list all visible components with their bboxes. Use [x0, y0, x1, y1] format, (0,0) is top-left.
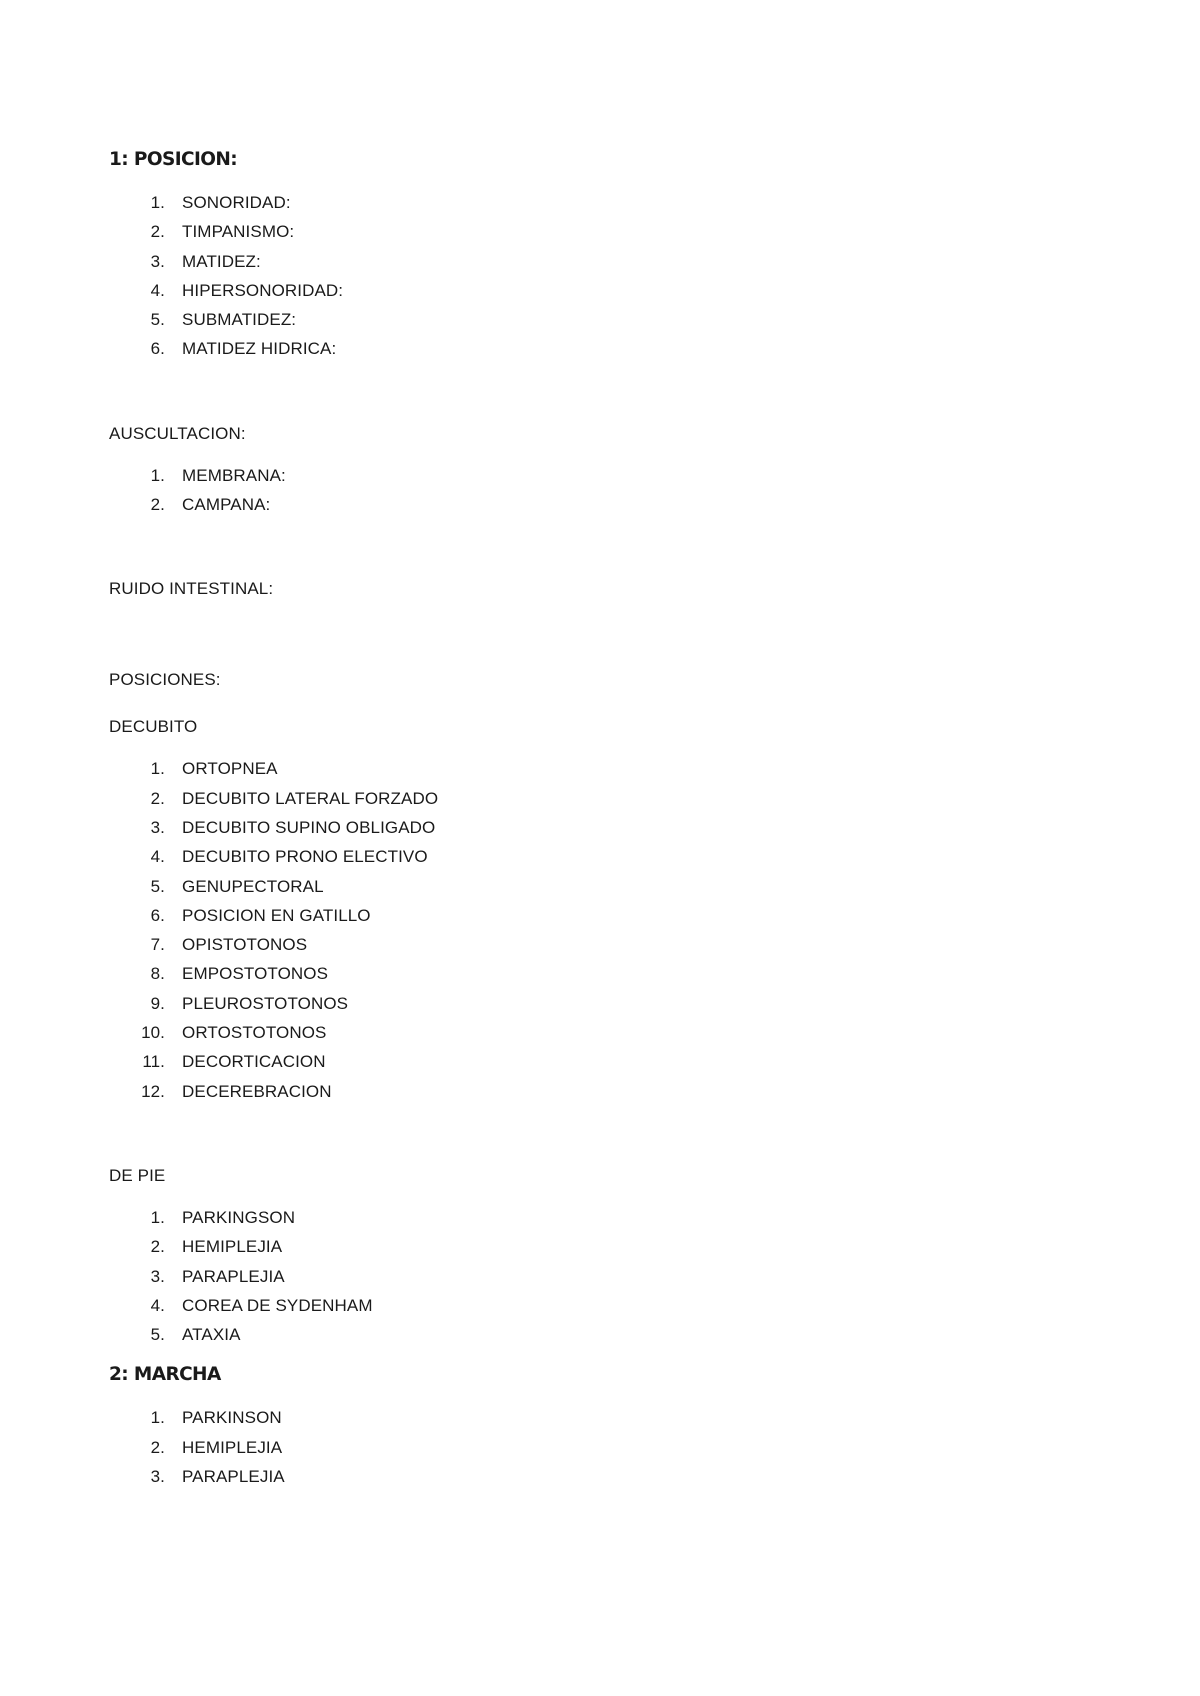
list-item: 3. PARAPLEJIA — [150, 1266, 285, 1286]
label-auscultacion: AUSCULTACION: — [109, 423, 246, 443]
list-item: 12. DECEREBRACION — [141, 1081, 332, 1101]
list-de-pie — [109, 1203, 1089, 1349]
list-item: 4. DECUBITO PRONO ELECTIVO — [150, 847, 428, 867]
label-ruido-intestinal: RUIDO INTESTINAL: — [109, 579, 274, 599]
list-item: 5. GENUPECTORAL — [150, 876, 324, 896]
list-item: 9. PLEUROSTOTONOS — [150, 993, 349, 1013]
list-item: 2. TIMPANISMO: — [150, 222, 295, 242]
document-body — [109, 148, 1089, 1491]
list-item: 1. PARKINGSON — [150, 1207, 296, 1227]
list-item: 3. DECUBITO SUPINO OBLIGADO — [150, 817, 436, 837]
list-item: 7. OPISTOTONOS — [150, 935, 308, 955]
list-item: 6. POSICION EN GATILLO — [150, 905, 371, 925]
list-marcha — [109, 1403, 1089, 1491]
label-decubito: DECUBITO — [109, 717, 198, 737]
list-item: 2. DECUBITO LATERAL FORZADO — [150, 788, 439, 808]
list-item: 4. HIPERSONORIDAD: — [150, 280, 344, 300]
list-posicion — [109, 188, 1089, 364]
list-auscultacion — [109, 461, 1089, 520]
list-item: 6. MATIDEZ HIDRICA: — [150, 339, 337, 359]
list-item: 5. SUBMATIDEZ: — [150, 310, 297, 330]
list-item: 2. HEMIPLEJIA — [150, 1237, 283, 1257]
list-item: 2. CAMPANA: — [150, 495, 271, 515]
list-item: 8. EMPOSTOTONOS — [150, 964, 329, 984]
list-item: 2. HEMIPLEJIA — [150, 1437, 283, 1457]
list-item: 1. ORTOPNEA — [150, 759, 278, 779]
list-item: 10. ORTOSTOTONOS — [141, 1023, 327, 1043]
list-item: 1. MEMBRANA: — [150, 465, 286, 485]
list-item: 3. MATIDEZ: — [150, 251, 261, 271]
list-item: 4. COREA DE SYDENHAM — [150, 1295, 373, 1315]
list-decubito — [109, 754, 1089, 1106]
label-de-pie: DE PIE — [109, 1165, 166, 1185]
label-posiciones: POSICIONES: — [109, 670, 221, 690]
heading-marcha: 2: MARCHA — [109, 1364, 221, 1386]
heading-posicion: 1: POSICION: — [109, 149, 238, 170]
list-item: 5. ATAXIA — [150, 1325, 241, 1345]
list-item: 1. PARKINSON — [150, 1408, 282, 1428]
list-item: 11. DECORTICACION — [142, 1052, 326, 1072]
list-item: 1. SONORIDAD: — [150, 193, 291, 212]
list-item: 3. PARAPLEJIA — [150, 1467, 285, 1487]
